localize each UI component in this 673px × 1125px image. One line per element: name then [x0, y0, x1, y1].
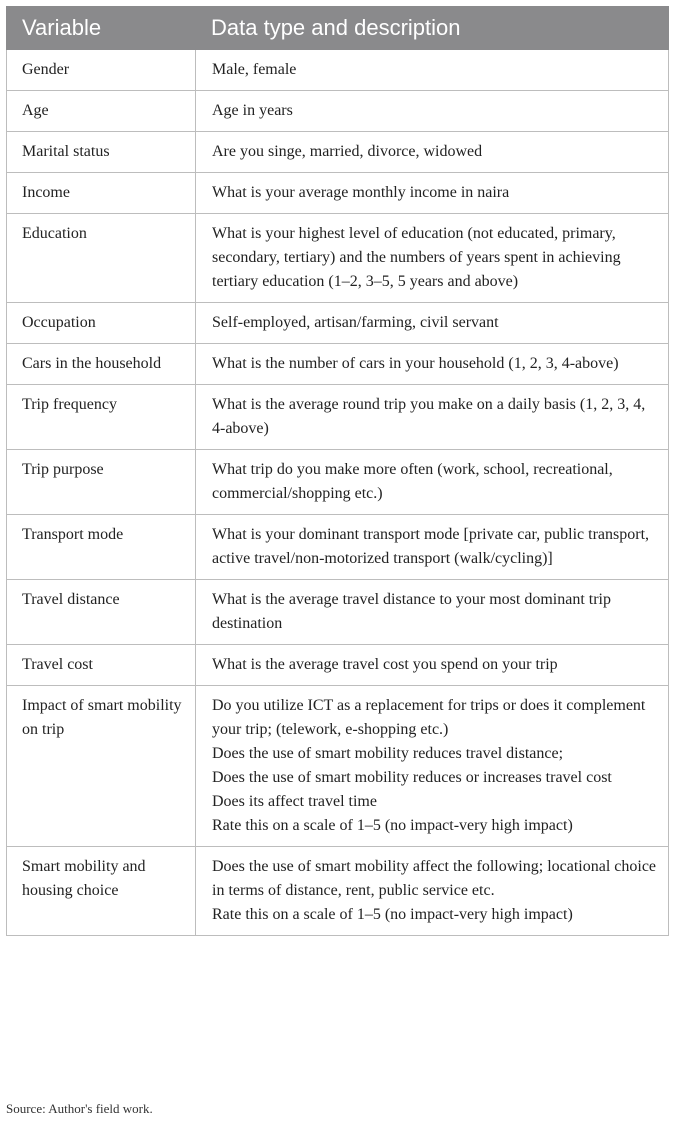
table-row [7, 50, 669, 91]
description-cell [196, 344, 669, 385]
table-row [7, 303, 669, 344]
description-cell [196, 645, 669, 686]
variable-cell: Cars in the household [7, 344, 196, 385]
variable-cell: Impact of smart mobility on trip [7, 686, 196, 847]
variable-cell: Gender [7, 50, 196, 91]
header-row [7, 7, 669, 50]
description-line: What is the average travel cost you spend on your trip [212, 656, 558, 673]
table-row [7, 686, 669, 847]
description-cell [196, 515, 669, 580]
header-description: Data type and description [196, 7, 669, 50]
description-line: Does its affect travel time [212, 793, 377, 810]
variable-cell: Marital status [7, 132, 196, 173]
description-cell [196, 173, 669, 214]
description-line: Do you utilize ICT as a replacement for trips or does it complement your trip; (telework, e-shopping etc.) [212, 697, 646, 738]
variable-cell: Income [7, 173, 196, 214]
table-row [7, 173, 669, 214]
description-line: What is your highest level of education (not educated, primary, secondary, tertiary) and the numbers of years spent in achieving tertiary education (1–2, 3–5, 5 years and above) [212, 225, 621, 290]
description-line: What is your average monthly income in naira [212, 184, 510, 201]
table-row [7, 132, 669, 173]
variable-cell: Trip purpose [7, 450, 196, 515]
description-cell [196, 50, 669, 91]
description-cell [196, 132, 669, 173]
variable-cell: Trip frequency [7, 385, 196, 450]
table-row [7, 344, 669, 385]
header-variable: Variable [7, 7, 196, 50]
description-line: What is the average travel distance to your most dominant trip destination [212, 591, 611, 632]
variable-cell: Smart mobility and housing choice [7, 847, 196, 936]
source-note: Source: Author's field work. [6, 1101, 153, 1116]
description-line: Male, female [212, 61, 297, 78]
description-line: Does the use of smart mobility reduces travel distance; [212, 745, 564, 762]
description-line: Does the use of smart mobility reduces or increases travel cost [212, 769, 612, 786]
table-row [7, 847, 669, 936]
variable-cell: Travel cost [7, 645, 196, 686]
description-line: What is the number of cars in your household (1, 2, 3, 4-above) [212, 355, 619, 372]
description-line: Self-employed, artisan/farming, civil servant [212, 314, 499, 331]
description-cell [196, 580, 669, 645]
variables-table-container [6, 6, 668, 936]
description-cell [196, 214, 669, 303]
description-cell [196, 450, 669, 515]
variable-cell: Travel distance [7, 580, 196, 645]
description-cell [196, 686, 669, 847]
table-row [7, 214, 669, 303]
description-line: What trip do you make more often (work, school, recreational, commercial/shopping etc.) [212, 461, 613, 502]
table-row [7, 515, 669, 580]
table-header [7, 7, 669, 50]
table-row [7, 580, 669, 645]
table-body [7, 50, 669, 936]
description-cell [196, 385, 669, 450]
description-cell [196, 91, 669, 132]
table-row [7, 91, 669, 132]
table-row [7, 645, 669, 686]
variable-cell: Occupation [7, 303, 196, 344]
description-line: What is your dominant transport mode [private car, public transport, active travel/non-motorized transport (walk/cycling)] [212, 526, 650, 567]
description-line: What is the average round trip you make on a daily basis (1, 2, 3, 4, 4-above) [212, 396, 646, 437]
description-cell [196, 847, 669, 936]
description-line: Are you singe, married, divorce, widowed [212, 143, 483, 160]
table-row [7, 450, 669, 515]
description-line: Age in years [212, 102, 293, 119]
description-line: Does the use of smart mobility affect the following; locational choice in terms of distance, rent, public service etc. [212, 858, 657, 899]
variable-cell: Transport mode [7, 515, 196, 580]
description-line: Rate this on a scale of 1–5 (no impact-very high impact) [212, 817, 573, 834]
table-row [7, 385, 669, 450]
description-cell [196, 303, 669, 344]
description-line: Rate this on a scale of 1–5 (no impact-very high impact) [212, 906, 573, 923]
variables-table [6, 6, 669, 936]
variable-cell: Education [7, 214, 196, 303]
variable-cell: Age [7, 91, 196, 132]
